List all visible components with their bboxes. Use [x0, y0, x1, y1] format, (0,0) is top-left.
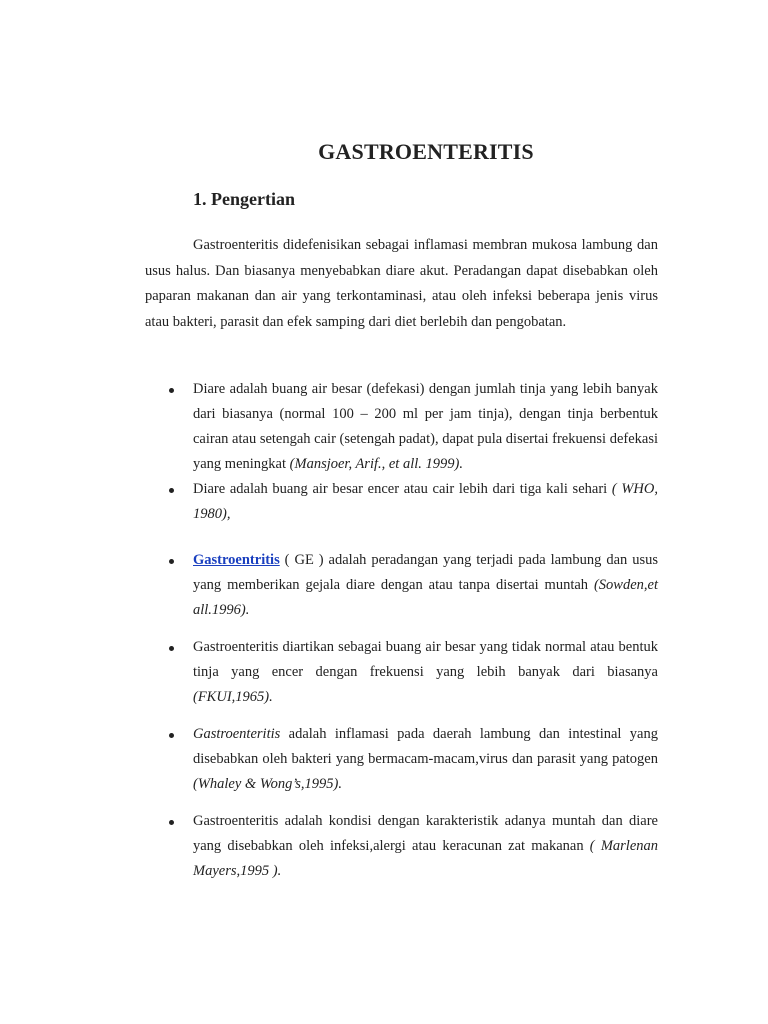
bullet-icon — [169, 388, 174, 393]
bullet-text: ( GE ) adalah peradangan yang terjadi pada lambung dan usus yang memberikan gejala diare dengan atau tanpa disertai muntah — [193, 552, 658, 593]
bullet-text: Diare adalah buang air besar (defekasi) dengan jumlah tinja yang lebih banyak dari biasanya (normal 100 – 200 ml per jam tinja), dengan tinja berbentuk cairan atau setengah cair (setengah padat), dapat pula disertai frekuensi defekasi yang meningkat — [193, 381, 658, 472]
bullet-icon — [169, 646, 174, 651]
bullet-icon — [169, 820, 174, 825]
bullet-term: Gastroenteritis — [193, 726, 281, 742]
bullet-icon — [169, 488, 174, 493]
list-item — [166, 722, 658, 797]
bullet-citation: (Whaley & Wong’s,1995). — [193, 776, 343, 792]
list-item — [166, 809, 658, 884]
bullet-citation: ( WHO, 1980), — [193, 481, 658, 522]
bullet-citation: (Sowden,et all.1996). — [193, 577, 658, 618]
document-title: GASTROENTERITIS — [318, 139, 534, 164]
bullet-citation: ( Marlenan Mayers,1995 ). — [193, 838, 659, 879]
bullet-citation: (FKUI,1965). — [193, 689, 273, 705]
bullet-icon — [169, 733, 174, 738]
list-item — [166, 548, 658, 623]
bullet-text: Gastroenteritis adalah kondisi dengan karakteristik adanya muntah dan diare yang disebabkan oleh infeksi,alergi atau keracunan zat makanan — [193, 813, 658, 854]
list-item — [166, 477, 658, 527]
bullet-text: Gastroenteritis diartikan sebagai buang air besar yang tidak normal atau bentuk tinja yang encer dengan frekuensi yang lebih banyak dari biasanya — [193, 639, 658, 680]
section-heading: 1. Pengertian — [193, 189, 295, 209]
bullet-text: adalah inflamasi pada daerah lambung dan intestinal yang disebabkan oleh bakteri yang bermacam-macam,virus dan parasit yang patogen — [193, 726, 658, 767]
list-item — [166, 635, 658, 710]
bullet-text: Diare adalah buang air besar encer atau cair lebih dari tiga kali sehari — [193, 481, 612, 497]
bullet-citation: (Mansjoer, Arif., et all. 1999). — [289, 456, 463, 472]
list-item — [166, 377, 658, 477]
intro-paragraph: Gastroenteritis didefenisikan sebagai inflamasi membran mukosa lambung dan usus halus. Dan biasanya menyebabkan diare akut. Peradangan dapat disebabkan oleh paparan makanan dan air yang terkontaminasi, atau oleh infeksi beberapa jenis virus atau bakteri, parasit dan efek samping dari diet berlebih dan pengobatan. — [145, 237, 658, 330]
bullet-icon — [169, 559, 174, 564]
definition-list — [166, 377, 658, 884]
gastroentritis-link[interactable]: Gastroentritis — [193, 552, 280, 568]
